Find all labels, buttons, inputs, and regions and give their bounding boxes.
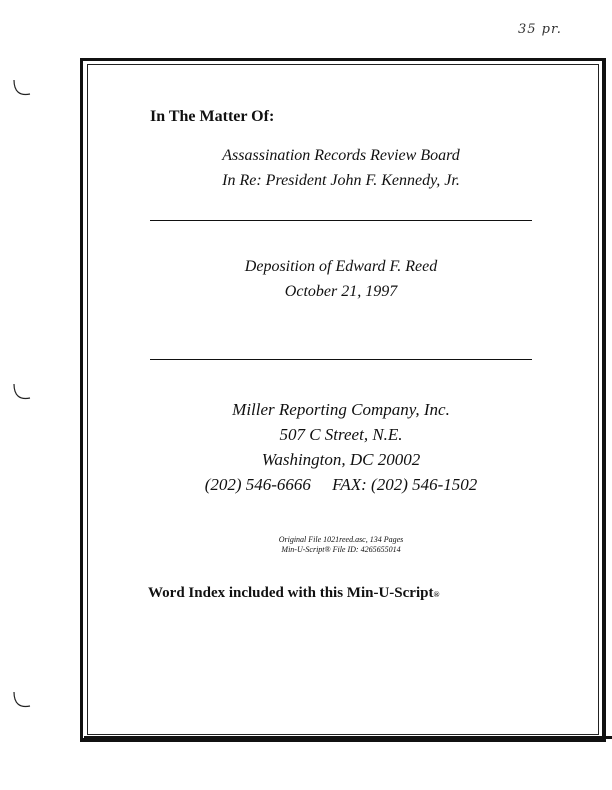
company-street: 507 C Street, N.E. <box>279 425 403 444</box>
punch-hole-mark-bottom <box>10 690 32 712</box>
punch-hole-mark-top <box>10 78 32 100</box>
punch-hole-icon <box>10 690 32 712</box>
file-id-info: Min-U-Script® File ID: 4265655014 <box>281 545 401 554</box>
registered-trademark-mark: ® <box>433 590 440 599</box>
matter-heading: In The Matter Of: <box>150 108 275 125</box>
deposition-date: October 21, 1997 <box>284 283 398 300</box>
punch-hole-icon <box>10 78 32 100</box>
divider-rule-bottom <box>150 359 532 360</box>
original-file-info: Original File 1021reed.asc, 134 Pages <box>278 535 404 544</box>
punch-hole-icon <box>10 382 32 404</box>
deposition-title: Deposition of Edward F. Reed <box>244 258 438 275</box>
company-phone-fax: (202) 546-6666 FAX: (202) 546-1502 <box>204 475 478 494</box>
word-index-text: Word Index included with this Min-U-Script <box>148 585 434 601</box>
handwritten-page-note: 35 pr. <box>518 22 562 37</box>
word-index-note <box>148 585 439 602</box>
company-name: Miller Reporting Company, Inc. <box>232 400 450 419</box>
punch-hole-mark-middle <box>10 382 32 404</box>
page-border-bottom-bar <box>84 736 612 739</box>
company-city: Washington, DC 20002 <box>261 450 421 469</box>
divider-rule-top <box>150 220 532 221</box>
case-title-line-1: Assassination Records Review Board <box>222 147 460 164</box>
case-title-line-2: In Re: President John F. Kennedy, Jr. <box>222 172 460 189</box>
